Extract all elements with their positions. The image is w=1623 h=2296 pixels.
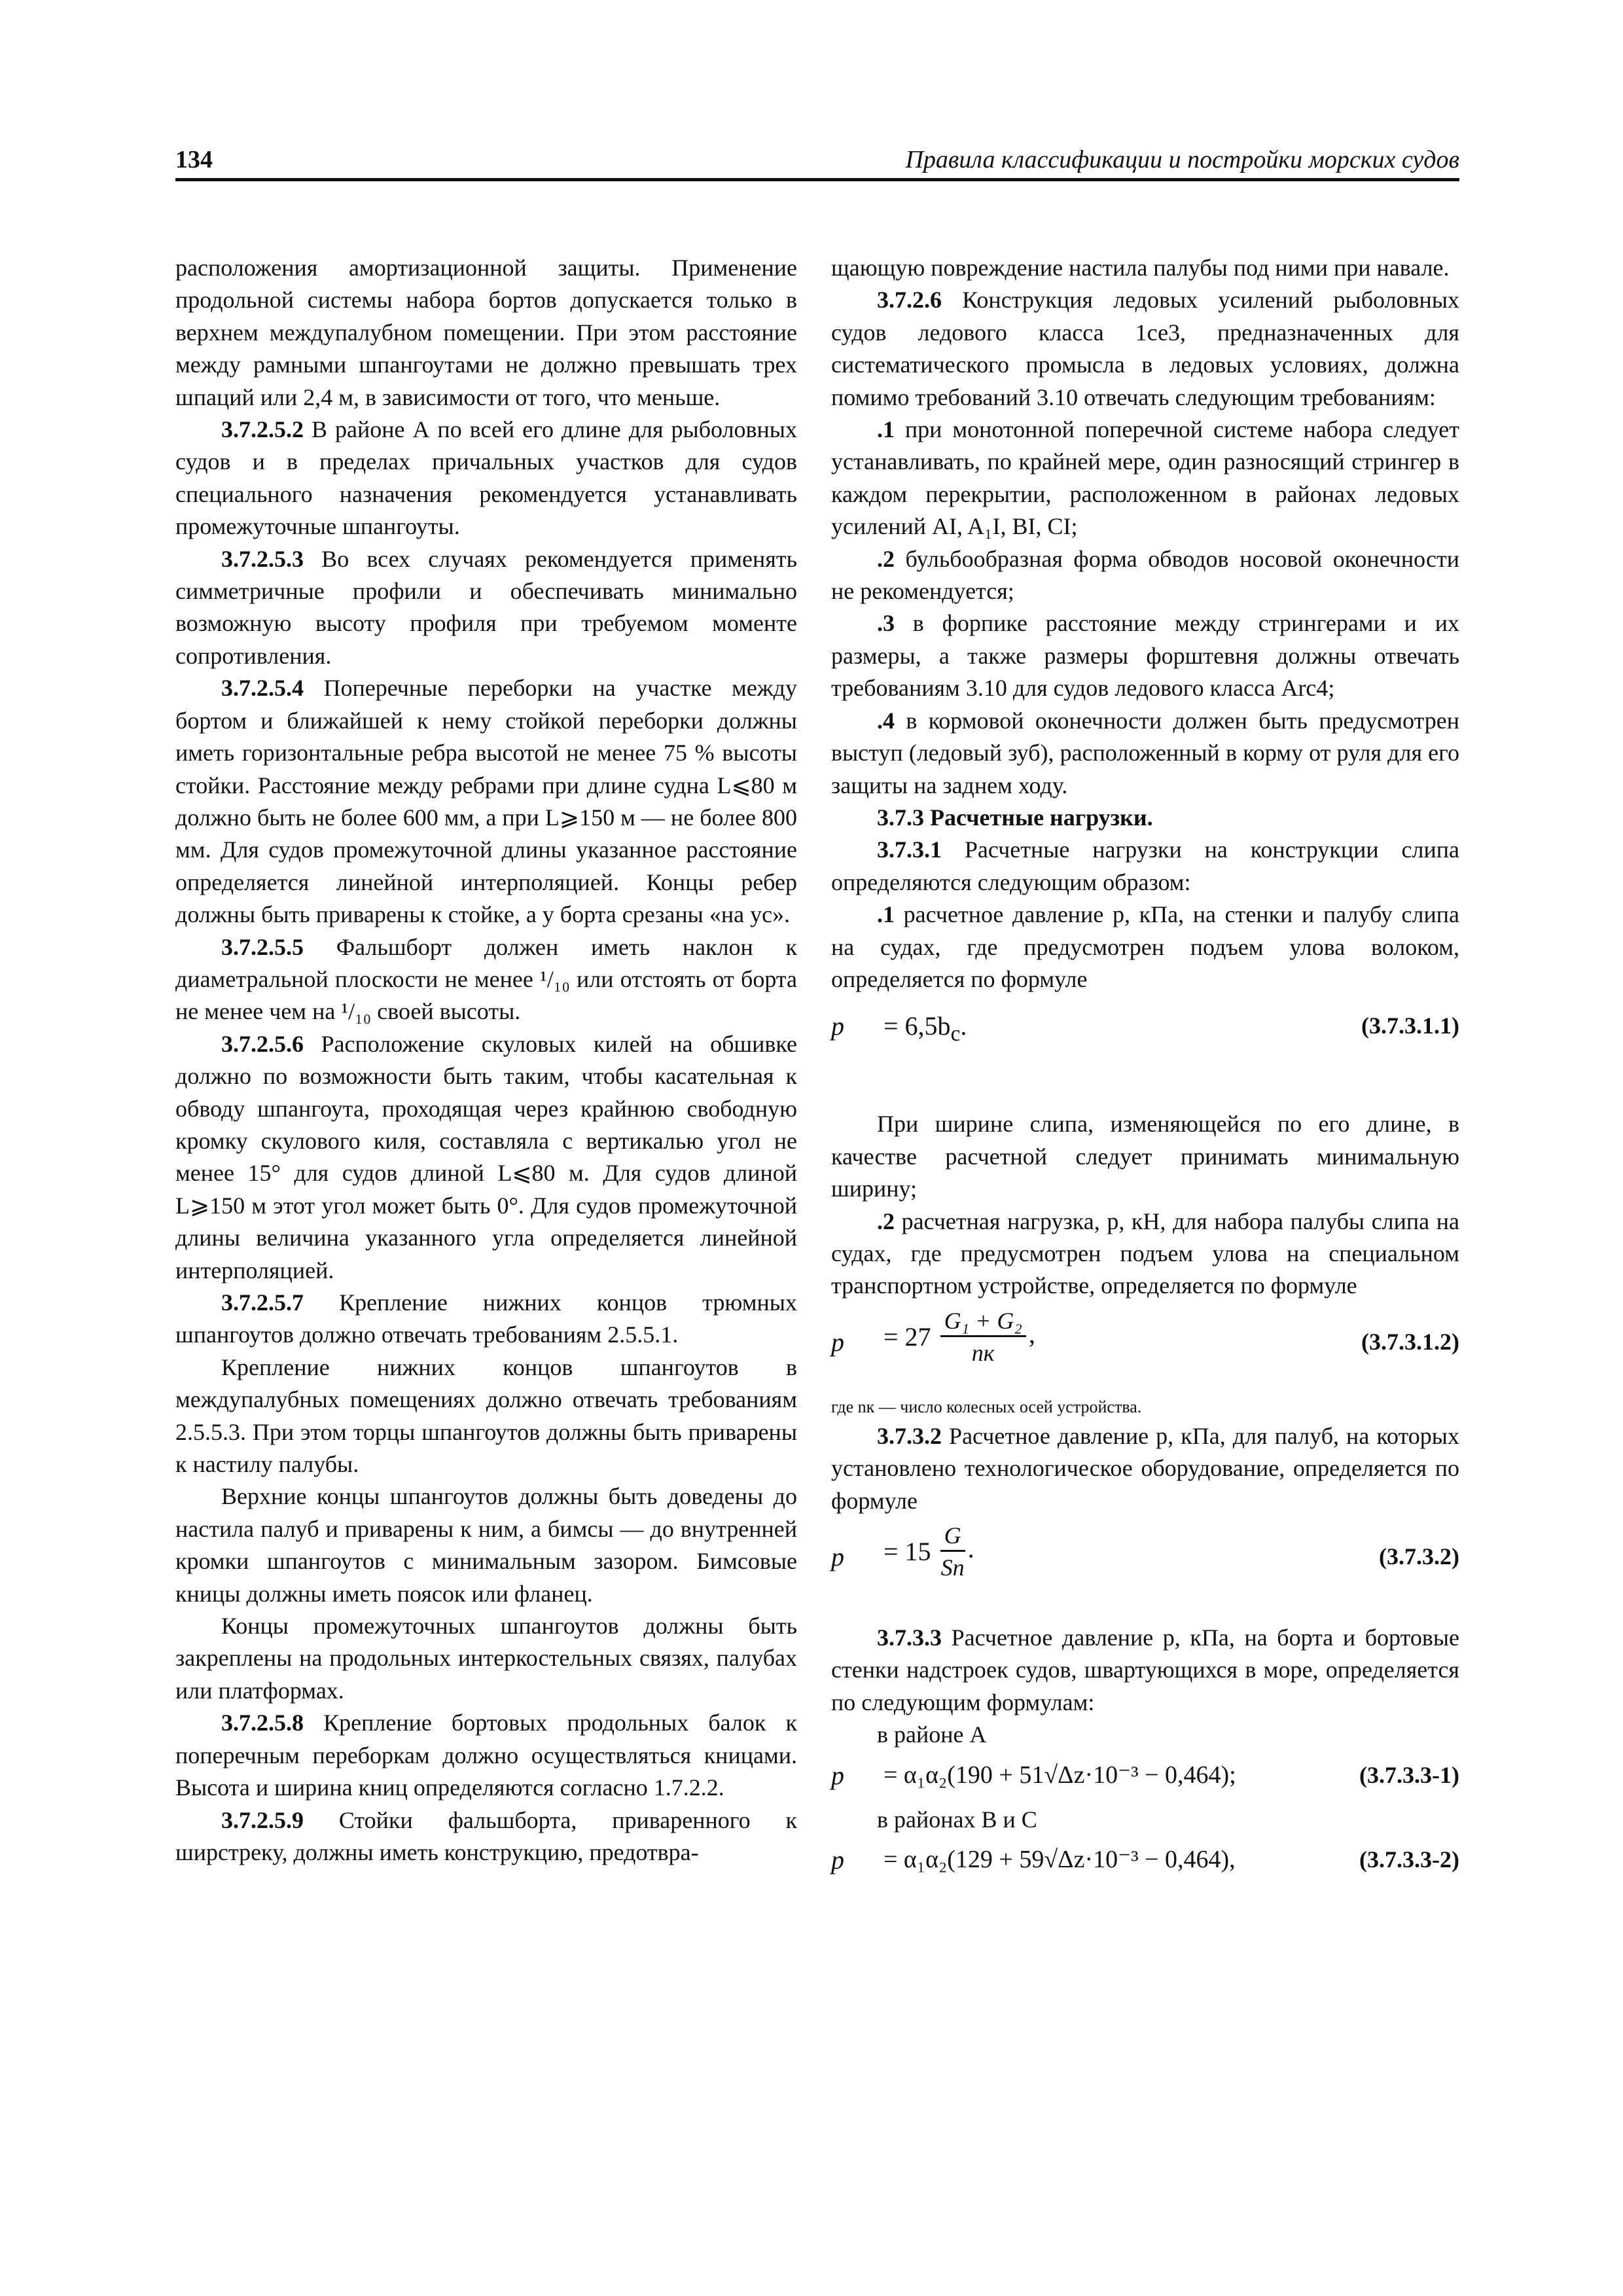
- clause-number: 3.7.2.6: [877, 287, 942, 314]
- clause-number: 3.7.3.3: [877, 1624, 942, 1651]
- paragraph: Концы промежуточных шпангоутов должны быть закреплены на продольных интеркостельных связях, палубах или платформах.: [175, 1613, 797, 1704]
- paragraph: 3.7.3.2 Расчетное давление p, кПа, для палуб, на которых установлено технологическое оборудование, определяется по формуле: [831, 1422, 1459, 1514]
- list-item: .2 бульбообразная форма обводов носовой оконечности не рекомендуется;: [831, 545, 1459, 605]
- clause-number: 3.7.3.1: [877, 836, 942, 863]
- page-header: [175, 145, 1459, 182]
- clause-number: 3.7.2.5.5: [221, 933, 304, 960]
- formula-label: (3.7.3.1.2): [1361, 1328, 1459, 1355]
- formula-label: (3.7.3.3-2): [1359, 1846, 1459, 1873]
- list-item: .3 в форпике расстояние между стрингерами и их размеры, а также размеры форштевня должны отвечать требованиям 3.10 для судов ледового класса Arc4;: [831, 610, 1459, 702]
- formula-3-7-3-2: p = 15 G Sп . (3.7.3.2): [831, 1522, 1459, 1581]
- paragraph: 3.7.2.5.5 Фальшборт должен иметь наклон к диаметральной плоскости не менее ¹/₁₀ или отстоять от борта не менее чем на ¹/₁₀ своей высоты.: [175, 933, 797, 1025]
- running-title: Правила классификации и постройки морских судов: [905, 146, 1459, 173]
- paragraph: При ширине слипа, изменяющейся по его длине, в качестве расчетной следует принимать минимальную ширину;: [831, 1111, 1459, 1202]
- paragraph: Верхние концы шпангоутов должны быть доведены до настила палуб и приварены к ним, а бимсы — до внутренней кромки шпангоутов с минимальным зазором. Бимсовые кницы должны иметь поясок или фланец.: [175, 1483, 797, 1607]
- formula-3-7-3-1-2: p = 27 G₁ + G₂ nк , (3.7.3.1.2): [831, 1307, 1459, 1366]
- formula-note: где nк — число колесных осей устройства.: [831, 1397, 1142, 1416]
- paragraph: 3.7.2.6 Конструкция ледовых усилений рыболовных судов ледового класса 1се3, предназначенных для систематического промысла в ледовых условиях, должна помимо требований 3.10 отвечать следующим требованиям:: [831, 287, 1459, 410]
- clause-number: 3.7.2.5.8: [221, 1710, 304, 1736]
- list-item: .2 расчетная нагрузка, p, кН, для набора палубы слипа на судах, где предусмотрен подъем улова на специальном транспортном устройстве, определяется по формуле: [831, 1208, 1459, 1299]
- list-item: .1 расчетное давление p, кПа, на стенки и палубу слипа на судах, где предусмотрен подъем улова волоком, определяется по формуле: [831, 901, 1459, 992]
- paragraph: в районе А: [877, 1721, 987, 1748]
- clause-number: 3.7.2.5.2: [221, 416, 304, 443]
- clause-number: 3.7.3.2: [877, 1422, 942, 1449]
- paragraph: Крепление нижних концов шпангоутов в междупалубных помещениях должно отвечать требованиям 2.5.5.3. При этом торцы шпангоутов должны быть приварены к настилу палубы.: [175, 1354, 797, 1478]
- page-number: 134: [175, 146, 213, 173]
- paragraph: 3.7.2.5.7 Крепление нижних концов трюмных шпангоутов должно отвечать требованиям 2.5.5.1.: [175, 1289, 797, 1348]
- formula-3-7-3-1-1: p = $6,5b_с$. (3.7.3.1.1): [831, 1011, 1459, 1047]
- formula-label: (3.7.3.1.1): [1361, 1013, 1459, 1039]
- paragraph: 3.7.2.5.4 Поперечные переборки на участке между бортом и ближайшей к нему стойкой переборки должны иметь горизонтальные ребра высотой не менее 75 % высоты стойки. Расстояние между ребрами при длине судна L⩽80 м должно быть не более 600 мм, а при L⩾150 м — не более 800 мм. Для судов промежуточной длины указанное расстояние определяется линейной интерполяцией. Концы ребер должны быть приварены к стойке, а у борта срезаны «на ус».: [175, 675, 797, 928]
- paragraph: 3.7.2.5.6 Расположение скуловых килей на обшивке должно по возможности быть таким, чтобы касательная к обводу шпангоута, проходящая через крайнюю свободную кромку скулового киля, составляла с вертикалью угол не менее 15° для судов длиной L⩽80 м. Для судов длиной L⩾150 м этот угол может быть 0°. Для судов промежуточной длины величина указанного угла определяется линейной интерполяцией.: [175, 1030, 797, 1283]
- left-column: [175, 252, 797, 1869]
- paragraph: 3.7.3.3 Расчетное давление p, кПа, на борта и бортовые стенки надстроек судов, швартующихся в море, определяется по следующим формулам:: [831, 1624, 1459, 1715]
- clause-number: 3.7.2.5.4: [221, 675, 304, 702]
- clause-number: 3.7.2.5.7: [221, 1289, 304, 1316]
- paragraph: 3.7.2.5.9 Стойки фальшборта, приваренного к ширстреку, должны иметь конструкцию, предотвра-: [175, 1806, 797, 1865]
- right-column: [831, 252, 1459, 1888]
- formula-label: (3.7.3.2): [1379, 1543, 1459, 1570]
- clause-number: 3.7.2.5.9: [221, 1806, 304, 1833]
- paragraph: в районах В и С: [877, 1806, 1037, 1833]
- formula-3-7-3-3-2: p = α₁α₂(129 + 59√Δz·10⁻³ − 0,464), (3.7.3.3-2): [831, 1839, 1459, 1886]
- formula-3-7-3-3-1: p = α₁α₂(190 + 51√Δz·10⁻³ − 0,464); (3.7.3.3-1): [831, 1754, 1459, 1801]
- formula-label: (3.7.3.3-1): [1359, 1761, 1459, 1788]
- header-rule: [175, 178, 1459, 181]
- section-heading: 3.7.3 Расчетные нагрузки.: [877, 804, 1153, 831]
- paragraph: 3.7.2.5.2 В районе А по всей его длине для рыболовных судов и в пределах причальных участков для судов специального назначения рекомендуется устанавливать промежуточные шпангоуты.: [175, 416, 797, 540]
- clause-number: 3.7.2.5.6: [221, 1030, 304, 1057]
- paragraph: расположения амортизационной защиты. Применение продольной системы набора бортов допускается только в верхнем междупалубном помещении. При этом расстояние между рамными шпангоутами не должно превышать трех шпаций или 2,4 м, в зависимости от того, что меньше.: [175, 255, 797, 410]
- paragraph: 3.7.3.1 Расчетные нагрузки на конструкции слипа определяются следующим образом:: [831, 836, 1459, 895]
- list-item: .4 в кормовой оконечности должен быть предусмотрен выступ (ледовый зуб), расположенный в корму от руля для его защиты на заднем ходу.: [831, 707, 1459, 798]
- list-item: .1 при монотонной поперечной системе набора следует устанавливать, по крайней мере, один разносящий стрингер в каждом перекрытии, расположенном в районах ледовых усилений AI, A₁I, BI, CI;: [831, 416, 1459, 540]
- paragraph: щающую повреждение настила палубы под ними при навале.: [831, 255, 1450, 281]
- clause-number: 3.7.2.5.3: [221, 545, 304, 572]
- paragraph: 3.7.2.5.3 Во всех случаях рекомендуется применять симметричные профили и обеспечивать минимально возможную высоту профиля при требуемом моменте сопротивления.: [175, 545, 797, 669]
- paragraph: 3.7.2.5.8 Крепление бортовых продольных балок к поперечным переборкам должно осуществляться кницами. Высота и ширина книц определяются согласно 1.7.2.2.: [175, 1710, 797, 1801]
